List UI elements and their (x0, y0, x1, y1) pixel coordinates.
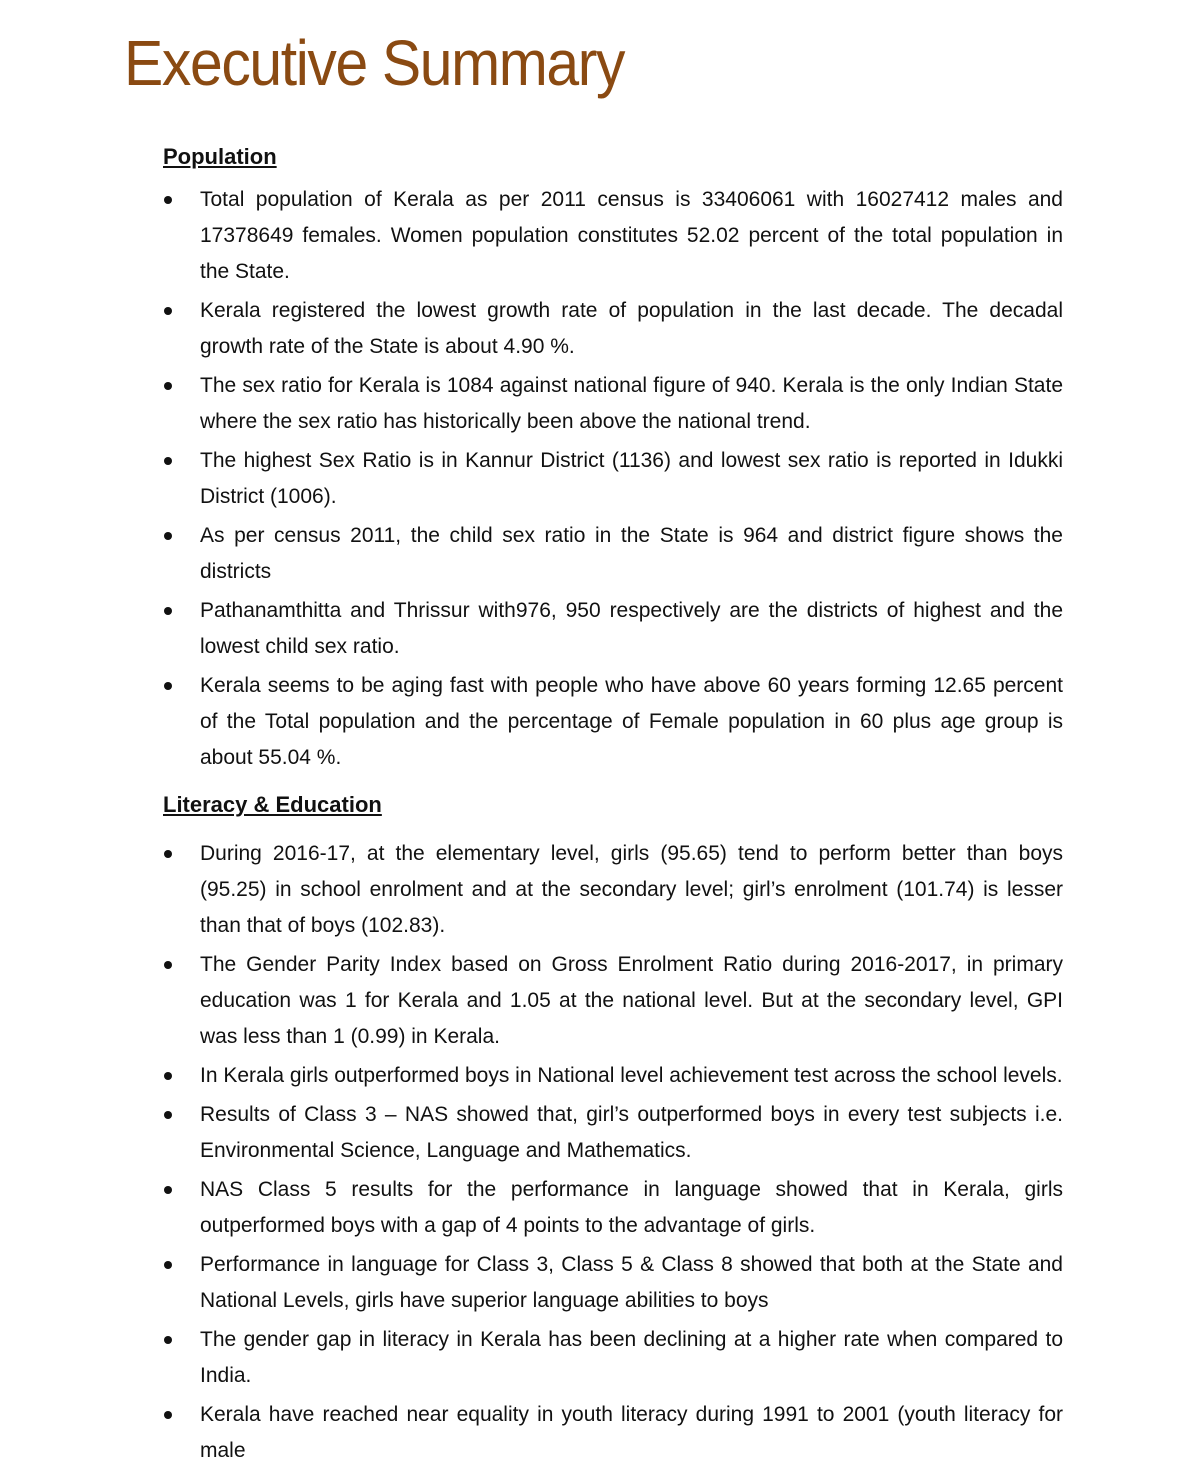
literacy-bullet-list (163, 836, 1063, 1469)
list-item (163, 1247, 1063, 1319)
bullet-text: Kerala seems to be aging fast with people who have above 60 years forming 12.65 percent of the Total population and the percentage of Female population in 60 plus age group is about 55.04 %. (200, 674, 1063, 769)
population-bullet-list (163, 182, 1063, 776)
list-item (163, 836, 1063, 944)
list-item (163, 443, 1063, 515)
bullet-icon (164, 1411, 172, 1419)
bullet-icon (164, 682, 172, 690)
bullet-text: Kerala registered the lowest growth rate of population in the last decade. The decadal growth rate of the State is about 4.90 %. (200, 299, 1063, 358)
bullet-icon (164, 1072, 172, 1080)
bullet-text: The gender gap in literacy in Kerala has been declining at a higher rate when compared to India. (200, 1328, 1063, 1387)
page-title: Executive Summary (124, 27, 625, 99)
bullet-text: Pathanamthitta and Thrissur with976, 950 respectively are the districts of highest and the lowest child sex ratio. (200, 599, 1063, 658)
document-body (163, 140, 1063, 1472)
list-item (163, 1058, 1063, 1094)
bullet-text: During 2016-17, at the elementary level, girls (95.65) tend to perform better than boys (95.25) in school enrolment and at the secondary level; girl’s enrolment (101.74) is lesser than that of boys (102.83). (200, 842, 1063, 937)
bullet-text: The Gender Parity Index based on Gross Enrolment Ratio during 2016-2017, in primary education was 1 for Kerala and 1.05 at the national level. But at the secondary level, GPI was less than 1 (0.99) in Kerala. (200, 953, 1063, 1048)
list-item (163, 1172, 1063, 1244)
bullet-icon (164, 1111, 172, 1119)
bullet-text: Results of Class 3 – NAS showed that, girl’s outperformed boys in every test subjects i.e. Environmental Science, Language and Mathematics. (200, 1103, 1063, 1162)
list-item (163, 947, 1063, 1055)
bullet-icon (164, 1336, 172, 1344)
bullet-icon (164, 850, 172, 858)
list-item (163, 1397, 1063, 1469)
bullet-icon (164, 382, 172, 390)
bullet-icon (164, 961, 172, 969)
bullet-text: The highest Sex Ratio is in Kannur District (1136) and lowest sex ratio is reported in Idukki District (1006). (200, 449, 1063, 508)
list-item (163, 1322, 1063, 1394)
bullet-text: Performance in language for Class 3, Class 5 & Class 8 showed that both at the State and National Levels, girls have superior language abilities to boys (200, 1253, 1063, 1312)
list-item (163, 368, 1063, 440)
bullet-icon (164, 607, 172, 615)
list-item (163, 518, 1063, 590)
section-heading-literacy-education: Literacy & Education (163, 792, 382, 817)
bullet-text: Kerala have reached near equality in youth literacy during 1991 to 2001 (youth literacy for male (200, 1403, 1063, 1462)
section-heading-population: Population (163, 144, 277, 169)
list-item (163, 1097, 1063, 1169)
bullet-icon (164, 457, 172, 465)
bullet-text: Total population of Kerala as per 2011 census is 33406061 with 16027412 males and 17378649 females. Women population constitutes 52.02 percent of the total population in the State. (200, 188, 1063, 283)
bullet-icon (164, 1186, 172, 1194)
bullet-text: As per census 2011, the child sex ratio in the State is 964 and district figure shows the districts (200, 524, 1063, 583)
list-item (163, 182, 1063, 290)
bullet-icon (164, 1261, 172, 1269)
list-item (163, 293, 1063, 365)
bullet-text: NAS Class 5 results for the performance in language showed that in Kerala, girls outperformed boys with a gap of 4 points to the advantage of girls. (200, 1178, 1063, 1237)
bullet-icon (164, 307, 172, 315)
bullet-icon (164, 196, 172, 204)
list-item (163, 593, 1063, 665)
list-item (163, 668, 1063, 776)
bullet-text: The sex ratio for Kerala is 1084 against national figure of 940. Kerala is the only Indian State where the sex ratio has historically been above the national trend. (200, 374, 1063, 433)
bullet-text: In Kerala girls outperformed boys in National level achievement test across the school levels. (200, 1064, 1063, 1087)
bullet-icon (164, 532, 172, 540)
